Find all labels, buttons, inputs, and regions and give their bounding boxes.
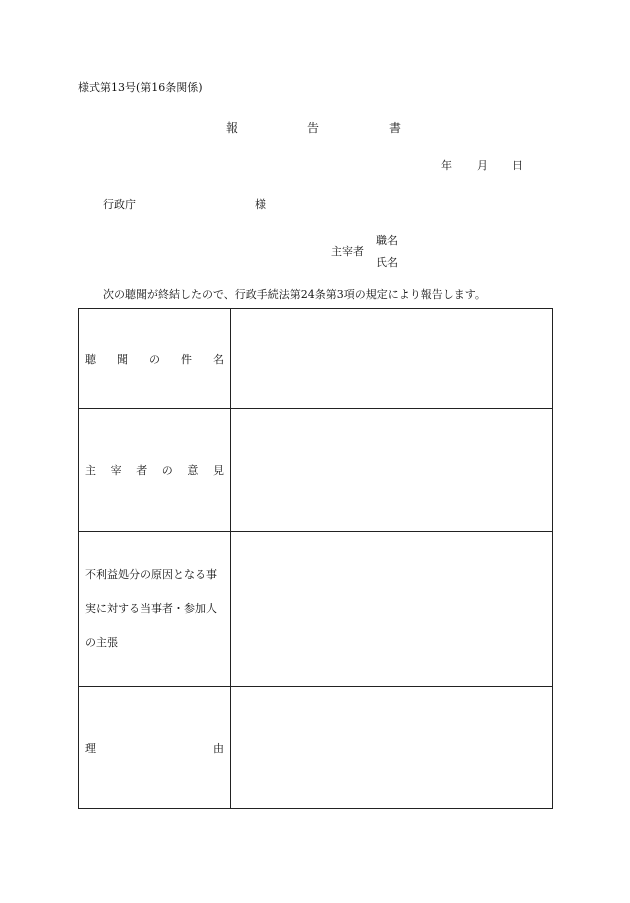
label-char: の bbox=[161, 464, 173, 477]
title-char: 告 bbox=[307, 121, 320, 135]
addressee-honorific: 様 bbox=[255, 198, 266, 211]
row-label-hearing-subject bbox=[79, 309, 231, 409]
label-line: 実に対する当事者・参加人 bbox=[85, 602, 217, 615]
label-char: の bbox=[149, 352, 160, 366]
date-day-label: 日 bbox=[512, 159, 523, 172]
label-line: 不利益処分の原因となる事 bbox=[85, 568, 217, 581]
row-label-party-claims bbox=[79, 532, 231, 687]
presider-label: 主宰者 bbox=[331, 245, 364, 258]
table-row bbox=[79, 532, 553, 687]
report-table bbox=[78, 308, 553, 809]
presider-opinion-field[interactable] bbox=[231, 409, 553, 532]
intro-text: 次の聴聞が終結したので、行政手続法第24条第3項の規定により報告します。 bbox=[103, 288, 486, 301]
label-line: の主張 bbox=[85, 636, 118, 649]
hearing-subject-field[interactable] bbox=[231, 309, 553, 409]
label-char: 者 bbox=[136, 464, 148, 477]
date-month-label: 月 bbox=[477, 159, 488, 172]
addressee-office: 行政庁 bbox=[103, 198, 136, 211]
presider-position-label: 職名 bbox=[376, 234, 398, 247]
label-char: 理 bbox=[85, 741, 96, 755]
label-char: 名 bbox=[213, 352, 224, 366]
row-label-reason bbox=[79, 687, 231, 809]
form-number: 様式第13号(第16条関係) bbox=[78, 81, 203, 94]
party-claims-field[interactable] bbox=[231, 532, 553, 687]
date-year-label: 年 bbox=[441, 159, 452, 172]
label-char: 件 bbox=[181, 352, 192, 366]
title-char: 書 bbox=[389, 121, 402, 135]
label-char: 由 bbox=[213, 741, 224, 755]
presider-name-label: 氏名 bbox=[376, 256, 398, 269]
label-char: 主 bbox=[85, 464, 96, 477]
table-row bbox=[79, 409, 553, 532]
label-char: 意 bbox=[187, 464, 199, 477]
row-label-presider-opinion bbox=[79, 409, 231, 532]
label-char: 聴 bbox=[85, 352, 96, 366]
title-char: 報 bbox=[226, 121, 239, 135]
label-char: 宰 bbox=[110, 464, 122, 477]
reason-field[interactable] bbox=[231, 687, 553, 809]
label-char: 聞 bbox=[117, 352, 128, 366]
table-row bbox=[79, 687, 553, 809]
table-row bbox=[79, 309, 553, 409]
label-char: 見 bbox=[212, 464, 224, 477]
